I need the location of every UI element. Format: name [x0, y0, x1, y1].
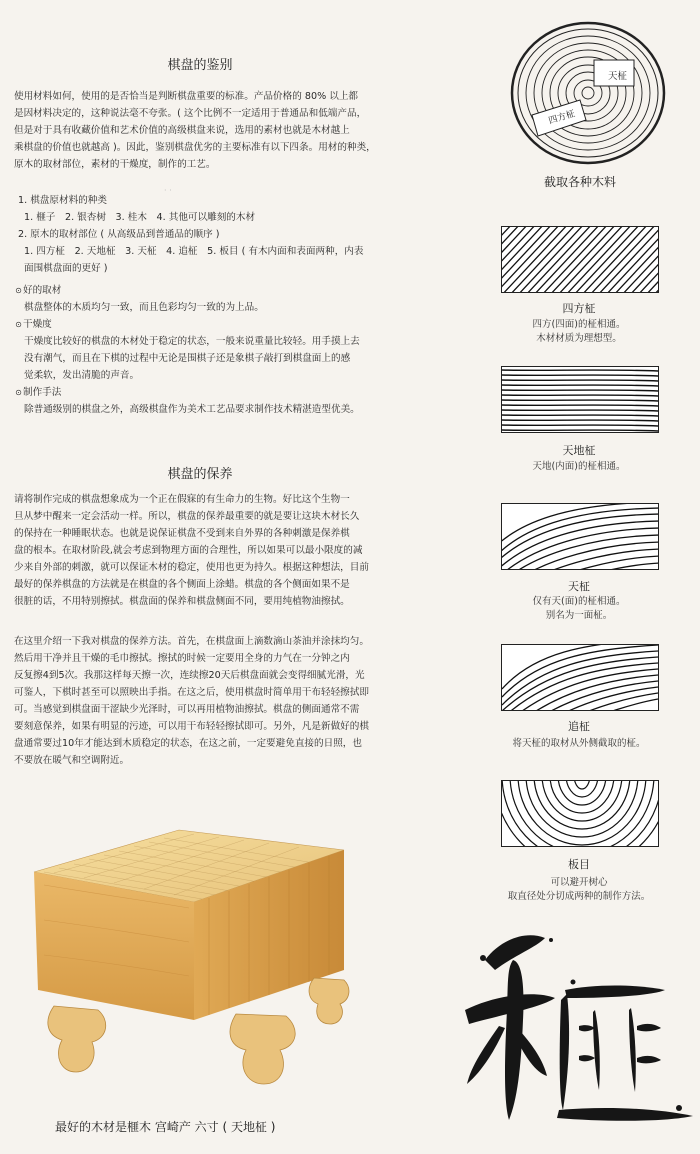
maintenance-title: 棋盘的保养	[167, 467, 233, 482]
desc-line: 天地(内面)的柾相通。	[532, 461, 626, 472]
go-board-image	[14, 810, 374, 1110]
list-item: 2. 原木的取材部位 ( 从高级品到普通品的顺序 )	[18, 229, 220, 240]
grain-panel-tenmasa-desc	[470, 595, 688, 623]
section-heading	[14, 384, 394, 401]
section-body-line: 干燥度比较好的棋盘的木材处于稳定的状态，一般来说重量比较轻。用手摸上去	[24, 336, 360, 347]
text-line: 很脏的话，不用特别擦拭。棋盘面的保养和棋盘侧面不同，要用纯植物油擦拭。	[14, 596, 350, 607]
section-body-line: 觉柔软，发出清脆的声音。	[24, 370, 140, 381]
list-item: 1. 榧子 2. 银杏树 3. 桂木 4. 其他可以雕刻的木材	[24, 212, 256, 223]
text-line: 盘通常要过10年才能达到木质稳定的状态，在这之前，一定要避免直接的日照，也	[14, 738, 362, 749]
arc-grain-graphic	[502, 504, 658, 569]
text-line: 原木的取材部位，素材的干燥度，制作的工艺。	[14, 159, 216, 170]
text-line: 旦从梦中醒来一定会活动一样。所以，棋盘的保养最重要的就是要让这块木材长久	[14, 511, 360, 522]
grain-panel-shihomasa	[501, 226, 659, 293]
grain-panel-tenchimasa-name: 天地柾	[562, 444, 596, 457]
identification-title: 棋盘的鉴别	[167, 58, 233, 73]
maintenance-paragraph-1	[14, 491, 394, 610]
desc-line: 别名为一面柾。	[545, 610, 613, 621]
text-line: 少来自外部的刺激，就可以保证木材的稳定，使用也更为持久。根据这种想法，目前	[14, 562, 369, 573]
bullet-icon: ⊙	[15, 320, 22, 329]
text-line: 在这里介绍一下我对棋盘的保养方法。首先，在棋盘面上滴数滴山茶油并涂抹均匀。	[14, 636, 369, 647]
section-body-line: 棋盘整体的木质均匀一致，而且色彩均匀一致的为上品。	[24, 302, 264, 313]
grain-panel-tenchimasa	[501, 366, 659, 433]
grain-panel-itame-name: 板目	[568, 858, 590, 871]
grain-panel-oimasa-desc	[470, 737, 688, 751]
rings-grain-graphic	[502, 781, 658, 846]
grain-panel-shihomasa-name: 四方柾	[562, 302, 596, 315]
identification-list	[14, 192, 394, 277]
log-caption: 截取各种木料	[543, 175, 616, 189]
text-line: 然后用干净并且干燥的毛巾擦拭。擦拭的时候一定要用全身的力气在一分钟之内	[14, 653, 350, 664]
horizontal-grain-graphic	[502, 367, 658, 432]
log-cross-section-diagram	[510, 20, 670, 170]
grain-panel-tenmasa-name: 天柾	[568, 580, 590, 593]
text-line: 反复擦4到5次。我那这样每天擦一次，连续擦20天后棋盘面就会变得细腻光滑，光	[14, 670, 365, 681]
log-label-shihomasa: 四方柾	[547, 109, 577, 127]
section-heading-text: 制作手法	[23, 387, 62, 398]
calligraphy-artwork	[455, 900, 695, 1150]
text-line: 的保持在一种睡眠状态。也就是说保证棋盘不受到来自外界的各种刺激是保养棋	[14, 528, 350, 539]
section-body-line: 除普通级别的棋盘之外，高级棋盘作为美术工艺品要求制作技术精湛造型优美。	[24, 404, 360, 415]
desc-line: 四方(四面)的柾相通。	[532, 319, 626, 330]
grain-panel-oimasa-name: 追柾	[568, 720, 590, 733]
text-line: 乘棋盘的价值也就越高 )。因此，鉴别棋盘优劣的主要标准有以下四条。用材的种类，	[14, 142, 376, 153]
text-line: 是因材料决定的，这种说法毫不夸张。( 这个比例不一定适用于普通品和低端产品，	[14, 108, 367, 119]
text-line: 可。当感觉到棋盘面干涩缺少光泽时，可以再用植物油擦拭。棋盘的侧面通常不需	[14, 704, 360, 715]
list-item: 面围棋盘面的更好 )	[24, 263, 108, 274]
grain-panel-itame	[501, 780, 659, 847]
grain-panel-oimasa	[501, 644, 659, 711]
text-line: 但是对于具有收藏价值和艺术价值的高级棋盘来说，选用的素材也就是木材越上	[14, 125, 350, 136]
section-heading	[14, 316, 394, 333]
grain-panel-shihomasa-desc	[470, 318, 688, 346]
desc-line: 仅有天(面)的柾相通。	[532, 596, 626, 607]
maintenance-paragraph-2	[14, 633, 394, 769]
section-heading-text: 好的取材	[23, 285, 62, 296]
identification-sections	[14, 282, 394, 418]
list-item: 1. 四方柾 2. 天地柾 3. 天柾 4. 追柾 5. 板目 ( 有木内面和表面两种，内表	[24, 246, 364, 257]
section-heading	[14, 282, 394, 299]
bullet-icon: ⊙	[15, 286, 22, 295]
desc-line: 木材材质为理想型。	[536, 333, 622, 344]
log-label-tenmasa: 天柾	[608, 71, 628, 82]
grain-panel-tenmasa	[501, 503, 659, 570]
text-line: 最好的保养棋盘的方法就是在棋盘的各个侧面上涂蜡。棋盘的各个侧面如果不是	[14, 579, 350, 590]
text-line: 要刻意保养，如果有明显的污迹，可以用干布轻轻擦拭即可。另外，凡是新做好的棋	[14, 721, 369, 732]
section-body-line: 没有潮气，而且在下棋的过程中无论是围棋子还是象棋子敲打到棋盘面上的感	[24, 353, 351, 364]
text-line: 请将制作完成的棋盘想象成为一个正在假寐的有生命力的生物。好比这个生物一	[14, 494, 350, 505]
text-line: 使用材料如何，使用的是否恰当是判断棋盘重要的标准。产品价格的 80% 以上都	[14, 91, 359, 102]
text-line: 盘的根本。在取材阶段,就会考虑到物理方面的合理性，所以如果可以最小限度的减	[14, 545, 363, 556]
desc-line: 取直径处分切成两种的制作方法。	[507, 891, 651, 902]
divider-dots: · ·	[164, 186, 172, 195]
text-line: 不要放在暖气和空调附近。	[14, 755, 130, 766]
identification-intro	[14, 88, 394, 173]
curved-grain-graphic	[502, 645, 658, 710]
board-caption: 最好的木材是榧木 宫崎产 六寸 ( 天地柾 )	[55, 1120, 276, 1134]
grain-panel-tenchimasa-desc	[470, 460, 688, 474]
desc-line: 将天柾的取材从外侧截取的柾。	[512, 738, 646, 749]
text-line: 可鉴人，下棋时甚至可以照映出手指。在这之后，使用棋盘时简单用干布轻轻擦拭即	[14, 687, 369, 698]
section-heading-text: 干燥度	[23, 319, 52, 330]
desc-line: 可以避开树心	[550, 877, 608, 888]
bullet-icon: ⊙	[15, 388, 22, 397]
list-item: 1. 棋盘原材料的种类	[18, 195, 107, 206]
diagonal-grain-graphic	[502, 227, 658, 292]
